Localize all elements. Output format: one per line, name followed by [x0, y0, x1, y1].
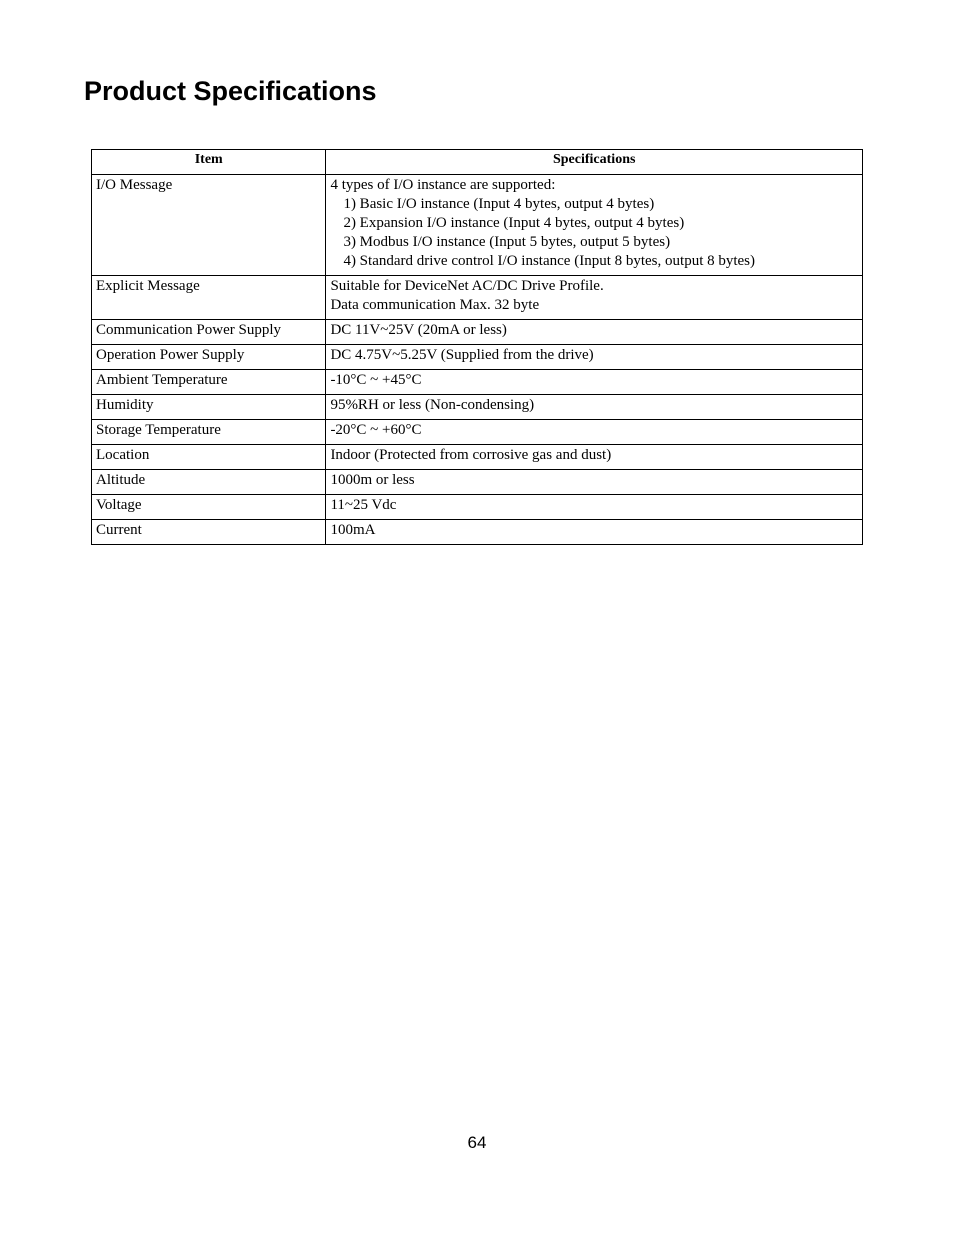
spec-line: Data communication Max. 32 byte — [330, 297, 540, 313]
row-item-label: Humidity — [92, 395, 326, 420]
row-spec-value — [326, 395, 863, 420]
table-header-row — [92, 150, 863, 175]
row-spec-value — [326, 370, 863, 395]
spec-line: 95%RH or less (Non-condensing) — [330, 397, 535, 413]
row-spec-value — [326, 345, 863, 370]
spec-line: DC 4.75V~5.25V (Supplied from the drive) — [330, 347, 594, 363]
row-item-label: Operation Power Supply — [92, 345, 326, 370]
row-spec-value — [326, 445, 863, 470]
row-item-label: Voltage — [92, 495, 326, 520]
page-number: 64 — [467, 1133, 487, 1152]
specifications-table — [91, 149, 863, 545]
table-row — [92, 276, 863, 320]
row-spec-value — [326, 470, 863, 495]
row-spec-value — [326, 320, 863, 345]
spec-line: 4 types of I/O instance are supported: — [330, 177, 556, 193]
row-item-label: Current — [92, 520, 326, 545]
row-item-label: Communication Power Supply — [92, 320, 326, 345]
spec-line: 3) Modbus I/O instance (Input 5 bytes, output 5 bytes) — [343, 234, 671, 250]
row-item-label: Ambient Temperature — [92, 370, 326, 395]
spec-line: Indoor (Protected from corrosive gas and dust) — [330, 447, 612, 463]
spec-line: Suitable for DeviceNet AC/DC Drive Profile. — [330, 278, 604, 294]
table-row — [92, 420, 863, 445]
spec-line: 1) Basic I/O instance (Input 4 bytes, output 4 bytes) — [343, 196, 655, 212]
spec-line: DC 11V~25V (20mA or less) — [330, 322, 507, 338]
row-item-label: I/O Message — [92, 175, 326, 276]
spec-line: 2) Expansion I/O instance (Input 4 bytes, output 4 bytes) — [343, 215, 685, 231]
page-title: Product Specifications — [84, 76, 377, 106]
table-row — [92, 520, 863, 545]
row-spec-value — [326, 495, 863, 520]
spec-line: 1000m or less — [330, 472, 415, 488]
row-spec-value — [326, 520, 863, 545]
row-item-label: Explicit Message — [92, 276, 326, 320]
table-row — [92, 445, 863, 470]
table-row — [92, 370, 863, 395]
spec-line: 4) Standard drive control I/O instance (Input 8 bytes, output 8 bytes) — [343, 253, 756, 269]
row-item-label: Altitude — [92, 470, 326, 495]
spec-line: 11~25 Vdc — [330, 497, 397, 513]
table-row — [92, 495, 863, 520]
spec-line: -20°C ~ +60°C — [330, 422, 422, 438]
row-item-label: Location — [92, 445, 326, 470]
column-header-item: Item — [92, 150, 326, 175]
table-row — [92, 175, 863, 276]
row-spec-value — [326, 420, 863, 445]
row-item-label: Storage Temperature — [92, 420, 326, 445]
row-spec-value — [326, 276, 863, 320]
spec-line: 100mA — [330, 522, 376, 538]
row-spec-value — [326, 175, 863, 276]
table-row — [92, 395, 863, 420]
table-row — [92, 470, 863, 495]
table-row — [92, 345, 863, 370]
table-row — [92, 320, 863, 345]
spec-line: -10°C ~ +45°C — [330, 372, 422, 388]
column-header-specifications: Specifications — [326, 150, 863, 175]
